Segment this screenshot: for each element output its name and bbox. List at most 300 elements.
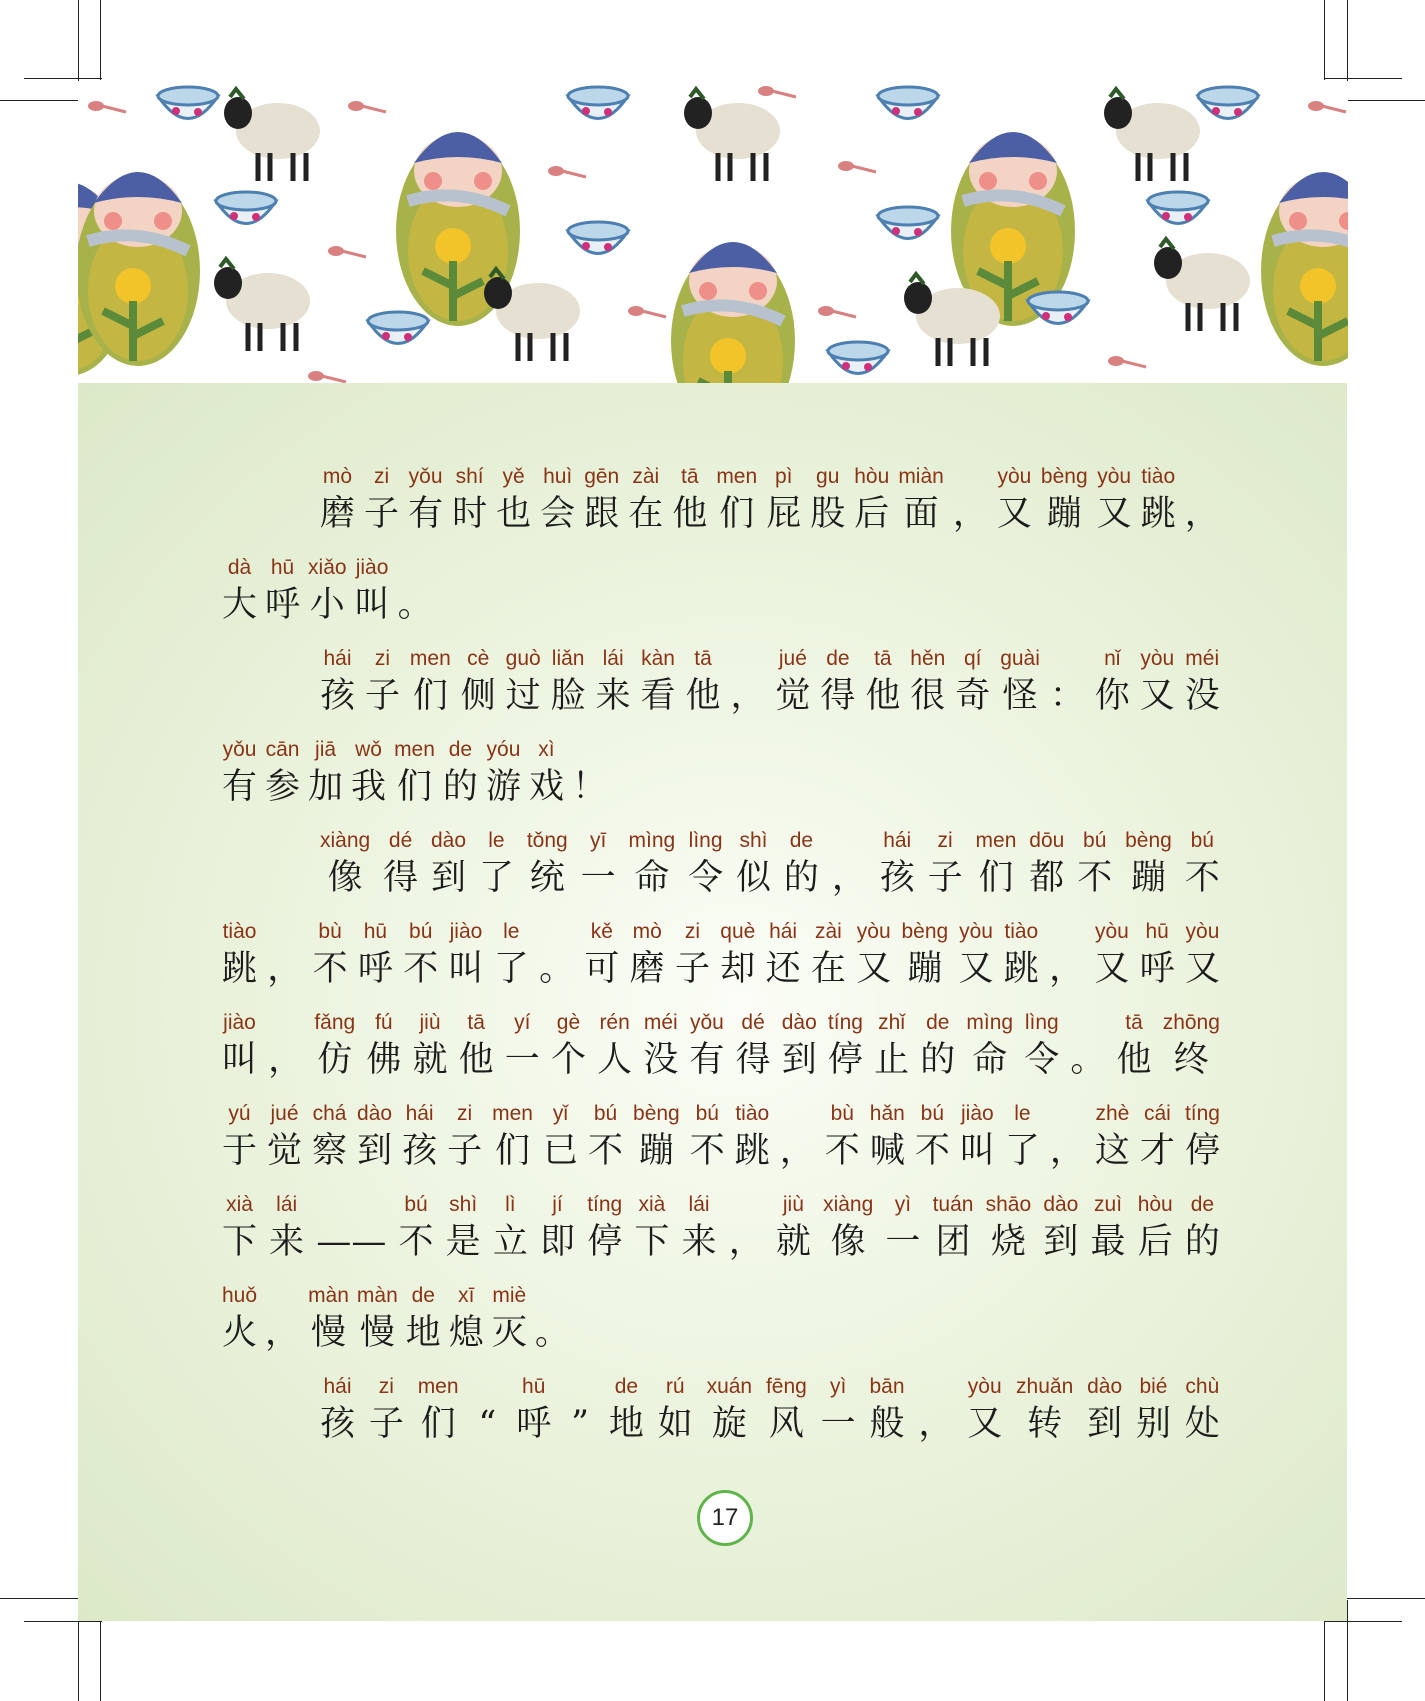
pinyin: tíng <box>1184 1102 1220 1125</box>
pinyin: bú <box>593 1102 618 1125</box>
ruby-token <box>658 1372 693 1446</box>
crop-mark <box>24 78 102 79</box>
pinyin: de <box>1190 1193 1215 1216</box>
ruby-token <box>597 1008 632 1082</box>
hanzi: 像 <box>830 1222 866 1262</box>
pinyin: yòu <box>1097 465 1132 488</box>
hanzi: 于 <box>222 1131 258 1171</box>
ruby-token <box>267 1099 302 1173</box>
crop-mark <box>100 0 101 80</box>
hanzi: 我 <box>351 767 387 807</box>
pinyin: hái <box>323 647 352 670</box>
ruby-token <box>729 1190 764 1264</box>
ruby-token <box>222 553 257 627</box>
pinyin: le <box>488 829 505 852</box>
ruby-token <box>821 1372 856 1446</box>
ruby-token <box>780 1099 815 1173</box>
hanzi: 的 <box>442 767 478 807</box>
ruby-token <box>1185 826 1220 900</box>
hanzi: 跳 <box>1003 949 1039 989</box>
ruby-token <box>494 917 529 991</box>
ruby-token <box>443 735 478 809</box>
ruby-token <box>308 553 347 627</box>
pinyin: chù <box>1185 1375 1220 1398</box>
pinyin: men <box>492 1102 533 1125</box>
hanzi: 地 <box>405 1313 441 1353</box>
hanzi: 却 <box>720 949 756 989</box>
hanzi: 不 <box>914 1131 950 1171</box>
ruby-token <box>776 1190 811 1264</box>
spoon-icon <box>308 371 346 382</box>
pinyin: men <box>975 829 1017 852</box>
hanzi: 蹦 <box>638 1131 674 1171</box>
hanzi: 不 <box>1184 858 1220 898</box>
ruby-token <box>1087 1372 1122 1446</box>
hanzi: 令 <box>1024 1040 1060 1080</box>
hanzi: 终 <box>1173 1040 1209 1080</box>
ruby-token <box>628 462 663 536</box>
ruby-token <box>689 1008 724 1082</box>
hanzi: 跟 <box>584 494 620 534</box>
pinyin: guài <box>1000 647 1040 670</box>
hanzi: 。 <box>1070 1040 1106 1080</box>
ruby-token <box>958 917 993 991</box>
hanzi: 子 <box>364 494 400 534</box>
hanzi: 参 <box>265 767 301 807</box>
ruby-token <box>1095 644 1130 718</box>
pinyin: yì <box>894 1193 912 1216</box>
hanzi: 可 <box>584 949 620 989</box>
pinyin: tā <box>694 647 712 670</box>
hanzi: ， <box>267 949 303 989</box>
ruby-token <box>874 1008 909 1082</box>
pinyin: hū <box>1145 920 1169 943</box>
text-line <box>222 553 1220 644</box>
pinyin: lái <box>688 1193 710 1216</box>
hanzi: 了 <box>478 858 514 898</box>
ruby-token <box>1125 826 1172 900</box>
hanzi: ， <box>779 1131 815 1171</box>
ruby-token <box>1117 1008 1152 1082</box>
ruby-token <box>479 826 514 900</box>
ruby-token <box>1140 917 1175 991</box>
hanzi: 们 <box>396 767 432 807</box>
pinyin: zi <box>457 1102 473 1125</box>
ruby-token <box>565 1372 595 1446</box>
pinyin: bú <box>409 920 433 943</box>
ruby-token <box>412 1008 447 1082</box>
ruby-token <box>587 1190 622 1264</box>
hanzi: —— <box>316 1222 387 1262</box>
ruby-token <box>364 462 399 536</box>
ruby-token <box>448 917 483 991</box>
hanzi: 立 <box>492 1222 528 1262</box>
pinyin: jiào <box>355 556 389 579</box>
ruby-token <box>1140 1099 1175 1173</box>
hanzi: 小 <box>309 585 345 625</box>
pinyin: bú <box>1083 829 1107 852</box>
crop-mark <box>1324 0 1325 80</box>
ruby-token <box>707 1372 753 1446</box>
pinyin: bù <box>830 1102 854 1125</box>
ruby-token <box>320 826 370 900</box>
hanzi: 仿 <box>317 1040 353 1080</box>
ruby-token <box>854 462 889 536</box>
pinyin: zhōng <box>1162 1011 1220 1034</box>
ruby-token <box>472 1372 502 1446</box>
ruby-token <box>880 826 915 900</box>
text-line <box>222 1190 1220 1281</box>
pinyin: dé <box>741 1011 765 1034</box>
hanzi: 觉 <box>267 1131 303 1171</box>
hanzi: 蹦 <box>907 949 943 989</box>
pinyin: lái <box>276 1193 298 1216</box>
hanzi: 个 <box>550 1040 586 1080</box>
bowl-icon <box>878 207 938 239</box>
hanzi: 火 <box>222 1313 258 1353</box>
pinyin: xià <box>226 1193 253 1216</box>
ruby-token <box>1185 1372 1220 1446</box>
pinyin: yǒu <box>408 465 443 488</box>
hanzi: ， <box>1184 494 1220 534</box>
hanzi: 有 <box>222 767 258 807</box>
hanzi: 过 <box>505 676 541 716</box>
hanzi: 在 <box>810 949 846 989</box>
ruby-token <box>910 644 945 718</box>
ruby-token <box>588 1099 623 1173</box>
page-number: 17 <box>697 1490 753 1546</box>
pinyin: lìng <box>688 829 723 852</box>
ruby-token <box>406 1281 441 1355</box>
ruby-token <box>222 1190 257 1264</box>
pinyin: màn <box>308 1284 349 1307</box>
ruby-token <box>901 917 948 991</box>
pinyin: bú <box>404 1193 428 1216</box>
hanzi: 又 <box>1184 949 1220 989</box>
hanzi: “ <box>478 1404 497 1444</box>
pinyin: yòu <box>1094 920 1129 943</box>
hanzi: 他 <box>458 1040 494 1080</box>
pinyin: cān <box>265 738 300 761</box>
pinyin: jiào <box>449 920 483 943</box>
pinyin: tíng <box>587 1193 623 1216</box>
pinyin: yě <box>502 465 525 488</box>
ruby-token <box>493 1190 528 1264</box>
pinyin: fēng <box>765 1375 807 1398</box>
pinyin: màn <box>356 1284 398 1307</box>
pinyin: de <box>826 647 850 670</box>
ruby-token <box>431 826 466 900</box>
pinyin: lìng <box>1024 1011 1059 1034</box>
hanzi: 怪 <box>1002 676 1038 716</box>
hanzi: 一 <box>820 1404 856 1444</box>
ruby-token <box>735 1099 770 1173</box>
hanzi: 命 <box>634 858 670 898</box>
bowl-icon <box>1028 292 1088 324</box>
hanzi: 停 <box>587 1222 623 1262</box>
bowl-icon <box>828 342 888 374</box>
sheep-icon <box>214 259 310 351</box>
pinyin: gu <box>816 465 840 488</box>
hanzi: 不 <box>689 1131 725 1171</box>
pinyin: yì <box>829 1375 847 1398</box>
hanzi: 有 <box>689 1040 725 1080</box>
pinyin: de <box>926 1011 950 1034</box>
pinyin: cè <box>467 647 490 670</box>
ruby-token <box>955 644 990 718</box>
pinyin: bú <box>1190 829 1214 852</box>
story-text <box>222 462 1220 1463</box>
ruby-token <box>516 1372 551 1446</box>
hanzi: 的 <box>920 1040 956 1080</box>
hanzi: 佛 <box>366 1040 402 1080</box>
pinyin: dào <box>781 1011 817 1034</box>
baby-icon <box>1261 172 1348 366</box>
hanzi: ， <box>730 676 766 716</box>
spoon-icon <box>328 246 366 257</box>
pinyin: zài <box>814 920 842 943</box>
hanzi: 最 <box>1090 1222 1126 1262</box>
pinyin: tiào <box>222 920 257 943</box>
ruby-token <box>885 1190 920 1264</box>
pinyin: jiù <box>419 1011 441 1034</box>
ruby-token <box>403 917 438 991</box>
pinyin: men <box>417 1375 459 1398</box>
hanzi: 令 <box>688 858 724 898</box>
ruby-token <box>736 1008 771 1082</box>
pinyin: bān <box>869 1375 905 1398</box>
hanzi: 下 <box>634 1222 670 1262</box>
ruby-token <box>920 1008 955 1082</box>
pinyin: jué <box>270 1102 299 1125</box>
ruby-token <box>1141 462 1176 536</box>
ruby-token <box>402 1099 437 1173</box>
ruby-token <box>1185 1099 1220 1173</box>
pinyin: yú <box>228 1102 251 1125</box>
ruby-token <box>828 1008 863 1082</box>
ruby-token <box>492 1281 527 1355</box>
ruby-token <box>832 826 867 900</box>
hanzi: 孩 <box>879 858 915 898</box>
header-illustration <box>78 81 1348 383</box>
ruby-token <box>856 917 891 991</box>
hanzi: 转 <box>1027 1404 1063 1444</box>
hanzi: ， <box>952 494 988 534</box>
pinyin: tā <box>874 647 892 670</box>
ruby-token <box>268 1008 303 1082</box>
spoon-icon <box>348 101 386 112</box>
pinyin: xiǎo <box>308 556 347 579</box>
hanzi: 得 <box>735 1040 771 1080</box>
ruby-token <box>314 1008 355 1082</box>
ruby-token <box>1050 644 1085 718</box>
hanzi: 蹦 <box>1046 494 1082 534</box>
ruby-token <box>918 1372 953 1446</box>
pinyin: què <box>720 920 756 943</box>
hanzi: 处 <box>1184 1404 1220 1444</box>
hanzi: 人 <box>597 1040 633 1080</box>
ruby-token <box>596 644 631 718</box>
ruby-token <box>1091 1190 1126 1264</box>
hanzi: 呼 <box>1139 949 1175 989</box>
pinyin: xuán <box>706 1375 753 1398</box>
pinyin: tǒng <box>526 829 568 852</box>
ruby-token <box>775 644 810 718</box>
pinyin: mò <box>632 920 662 943</box>
pinyin: le <box>503 920 520 943</box>
ruby-token <box>730 644 765 718</box>
ruby-token <box>976 826 1017 900</box>
hanzi: ， <box>1049 1131 1085 1171</box>
pinyin: xì <box>538 738 555 761</box>
pinyin: bú <box>920 1102 945 1125</box>
ruby-token <box>1138 1190 1173 1264</box>
sheep-icon <box>1154 239 1250 331</box>
pinyin: zi <box>373 465 390 488</box>
hanzi: 面 <box>903 494 939 534</box>
pinyin: yòu <box>1140 647 1175 670</box>
hanzi: 得 <box>820 676 856 716</box>
pinyin: hái <box>883 829 912 852</box>
ruby-token <box>688 826 723 900</box>
hanzi: 不 <box>403 949 439 989</box>
bowl-icon <box>1148 192 1208 224</box>
ruby-token <box>1049 917 1084 991</box>
ruby-token <box>461 644 496 718</box>
ruby-token <box>686 644 721 718</box>
pinyin: zi <box>684 920 701 943</box>
pinyin: bèng <box>1040 465 1088 488</box>
ruby-token <box>265 553 300 627</box>
ruby-token <box>383 826 418 900</box>
ruby-token <box>308 1281 349 1355</box>
ruby-token <box>222 1281 257 1355</box>
ruby-token <box>865 644 900 718</box>
spoon-icon <box>88 101 126 112</box>
hanzi: 慢 <box>310 1313 346 1353</box>
ruby-token <box>222 735 257 809</box>
hanzi: 看 <box>640 676 676 716</box>
ruby-token <box>915 1099 950 1173</box>
bowl-icon <box>368 312 428 344</box>
ruby-token <box>1005 1099 1040 1173</box>
pinyin: xī <box>458 1284 475 1307</box>
pinyin: shí <box>455 465 484 488</box>
pinyin: jiào <box>223 1011 256 1034</box>
hanzi: 脸 <box>550 676 586 716</box>
ruby-token <box>369 1372 404 1446</box>
ruby-token <box>1043 1190 1078 1264</box>
ruby-token <box>308 735 343 809</box>
crop-mark <box>24 1621 102 1622</box>
ruby-token <box>1050 1099 1085 1173</box>
pinyin: yǐ <box>552 1102 569 1125</box>
hanzi: 他 <box>685 676 721 716</box>
pinyin: bú <box>695 1102 719 1125</box>
hanzi: 大 <box>222 585 258 625</box>
bowl-icon <box>568 87 628 119</box>
hanzi: 似 <box>736 858 772 898</box>
ruby-token <box>716 462 757 536</box>
hanzi: 叫 <box>354 585 390 625</box>
hanzi: 没 <box>1184 676 1220 716</box>
hanzi: 的 <box>783 858 819 898</box>
ruby-token <box>366 1008 401 1082</box>
pinyin: rén <box>599 1011 630 1034</box>
hanzi: 。 <box>534 1313 570 1353</box>
hanzi: 你 <box>1094 676 1130 716</box>
pinyin: mìng <box>966 1011 1014 1034</box>
ruby-token <box>1041 462 1088 536</box>
ruby-token <box>1070 1008 1105 1082</box>
pinyin: dōu <box>1029 829 1065 852</box>
hanzi: 风 <box>768 1404 804 1444</box>
hanzi: 到 <box>781 1040 817 1080</box>
pinyin: hǎn <box>869 1102 905 1125</box>
ruby-token <box>459 1008 494 1082</box>
hanzi: 他 <box>865 676 901 716</box>
hanzi: ： <box>1049 676 1085 716</box>
ruby-token <box>811 917 846 991</box>
hanzi: 子 <box>364 676 400 716</box>
hanzi: 止 <box>874 1040 910 1080</box>
hanzi: 磨 <box>320 494 356 534</box>
bowl-icon <box>216 192 276 224</box>
hanzi: 才 <box>1139 1131 1175 1171</box>
pinyin: tiào <box>1141 465 1176 488</box>
ruby-token <box>1077 826 1112 900</box>
hanzi: 他 <box>1116 1040 1152 1080</box>
hanzi: 跳 <box>222 949 258 989</box>
pinyin: men <box>409 647 451 670</box>
hanzi: 熄 <box>448 1313 484 1353</box>
ruby-token <box>736 826 771 900</box>
hanzi: 。 <box>397 585 433 625</box>
ruby-token <box>265 1281 300 1355</box>
pinyin: shì <box>449 1193 478 1216</box>
hanzi: 喊 <box>869 1131 905 1171</box>
hanzi: 的 <box>1184 1222 1220 1262</box>
pinyin: gēn <box>584 465 620 488</box>
ruby-token <box>609 1372 644 1446</box>
ruby-token <box>581 826 616 900</box>
ruby-token <box>823 1190 873 1264</box>
pinyin: huǒ <box>222 1284 258 1307</box>
pinyin: liǎn <box>551 647 585 670</box>
ruby-token <box>633 1099 680 1173</box>
hanzi: 有 <box>408 494 444 534</box>
pinyin: yǒu <box>690 1011 724 1034</box>
hanzi: ， <box>268 1040 304 1080</box>
pinyin: tuán <box>932 1193 974 1216</box>
crop-mark <box>1347 1600 1348 1701</box>
ruby-token <box>572 735 607 809</box>
ruby-token <box>766 462 801 536</box>
hanzi: 叫 <box>959 1131 995 1171</box>
pinyin: mò <box>322 465 353 488</box>
hanzi: 又 <box>1139 676 1175 716</box>
hanzi: 又 <box>967 1404 1003 1444</box>
pinyin: wǒ <box>355 738 382 761</box>
hanzi: 不 <box>398 1222 434 1262</box>
hanzi: 觉 <box>775 676 811 716</box>
pinyin: mìng <box>628 829 676 852</box>
hanzi: 不 <box>588 1131 624 1171</box>
ruby-token <box>447 1099 482 1173</box>
pinyin: huì <box>543 465 573 488</box>
text-line <box>222 1099 1220 1190</box>
ruby-token <box>634 1190 669 1264</box>
